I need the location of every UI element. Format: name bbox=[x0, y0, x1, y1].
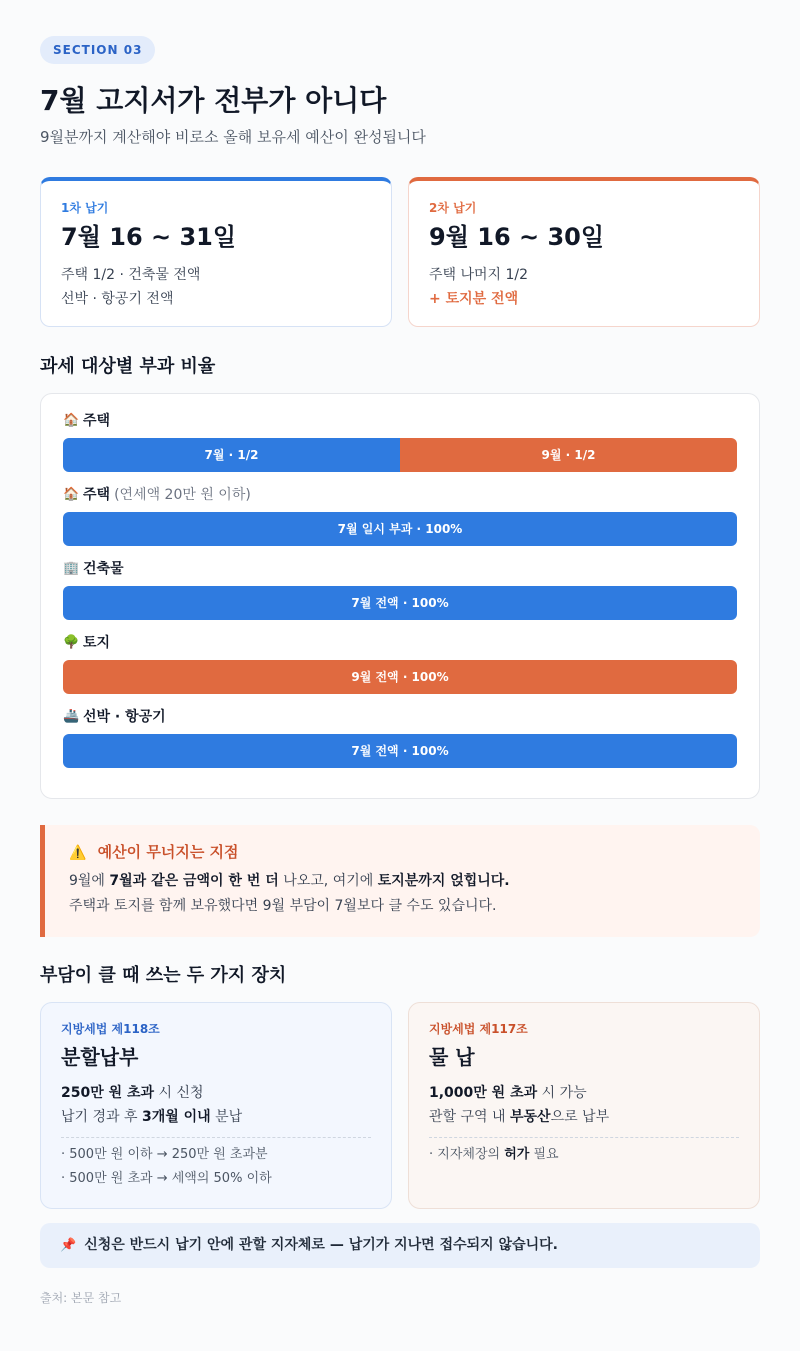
warning-title: 예산이 무너지는 지점 bbox=[97, 843, 239, 861]
due-detail: 주택 1/2 · 건축물 전액 bbox=[61, 267, 201, 283]
ratio-item-ship bbox=[63, 707, 737, 768]
ratio-item-label: 주택 bbox=[83, 487, 111, 503]
ratio-bar bbox=[63, 586, 737, 620]
source-note: 출처: 본문 참고 bbox=[40, 1291, 122, 1305]
tool-detail: · 500만 원 이하 → 250만 원 초과분 bbox=[61, 1147, 268, 1162]
ratio-item-label: 선박 · 항공기 bbox=[83, 709, 166, 725]
due-card-second bbox=[408, 177, 760, 327]
ratio-item-building bbox=[63, 559, 737, 620]
due-detail: 주택 나머지 1/2 bbox=[429, 267, 529, 283]
ratio-item-label: 건축물 bbox=[83, 561, 124, 577]
ratio-segment: 9월 전액 · 100% bbox=[63, 660, 737, 694]
tool-condition: 납기 경과 후 3개월 이내 분납 bbox=[61, 1109, 243, 1125]
tool-law: 지방세법 제118조 bbox=[61, 1022, 160, 1036]
house-icon: 🏠 bbox=[63, 413, 80, 428]
due-label: 1차 납기 bbox=[61, 201, 109, 215]
tool-law: 지방세법 제117조 bbox=[429, 1022, 528, 1036]
warning-line: 주택과 토지를 함께 보유했다면 9월 부담이 7월보다 클 수도 있습니다. bbox=[69, 898, 497, 914]
ratio-segment: 7월 전액 · 100% bbox=[63, 586, 737, 620]
warning-line: 9월에 7월과 같은 금액이 한 번 더 나오고, 여기에 토지분까지 얹힙니다. bbox=[69, 873, 510, 889]
ratio-bar bbox=[63, 512, 737, 546]
due-label: 2차 납기 bbox=[429, 201, 477, 215]
page-container bbox=[40, 36, 760, 1306]
ratio-heading: 과세 대상별 부과 비율 bbox=[40, 356, 216, 377]
ratio-item-land bbox=[63, 633, 737, 694]
ratio-item-label: 토지 bbox=[83, 635, 111, 651]
tool-name: 물 납 bbox=[429, 1045, 475, 1069]
due-card-first bbox=[40, 177, 392, 327]
ship-icon: 🚢 bbox=[63, 709, 80, 724]
ratio-bar bbox=[63, 734, 737, 768]
house-icon: 🏠 bbox=[63, 487, 80, 502]
pin-note-text: 신청은 반드시 납기 안에 관할 지자체로 — 납기가 지나면 접수되지 않습니다. bbox=[84, 1237, 558, 1253]
divider bbox=[61, 1137, 371, 1138]
due-date: 9월 16 ~ 30일 bbox=[429, 223, 605, 251]
ratio-item-house bbox=[63, 411, 737, 472]
tool-detail: · 500만 원 초과 → 세액의 50% 이하 bbox=[61, 1171, 272, 1186]
tool-condition: 1,000만 원 초과 시 가능 bbox=[429, 1085, 587, 1101]
ratio-item-note: (연세액 20만 원 이하) bbox=[114, 487, 251, 503]
warning-callout bbox=[40, 825, 760, 937]
tool-condition: 250만 원 초과 시 신청 bbox=[61, 1085, 204, 1101]
ratio-segment: 9월 · 1/2 bbox=[400, 438, 737, 472]
tool-card-split-payment bbox=[40, 1002, 392, 1209]
ratio-item-house-small bbox=[63, 485, 737, 546]
ratio-panel bbox=[40, 393, 760, 799]
ratio-segment: 7월 일시 부과 · 100% bbox=[63, 512, 737, 546]
ratio-item-label: 주택 bbox=[83, 413, 111, 429]
page-subtitle: 9월분까지 계산해야 비로소 올해 보유세 예산이 완성됩니다 bbox=[40, 128, 426, 146]
tool-condition: 관할 구역 내 부동산으로 납부 bbox=[429, 1109, 610, 1125]
ratio-segment: 7월 전액 · 100% bbox=[63, 734, 737, 768]
ratio-bar bbox=[63, 660, 737, 694]
due-date: 7월 16 ~ 31일 bbox=[61, 223, 237, 251]
ratio-segment: 7월 · 1/2 bbox=[63, 438, 400, 472]
page-title: 7월 고지서가 전부가 아니다 bbox=[40, 84, 387, 117]
tool-name: 분할납부 bbox=[61, 1045, 139, 1069]
divider bbox=[429, 1137, 739, 1138]
pin-note bbox=[40, 1223, 760, 1268]
due-detail: 선박 · 항공기 전액 bbox=[61, 291, 174, 307]
pushpin-icon: 📌 bbox=[60, 1238, 77, 1253]
section-badge: SECTION 03 bbox=[40, 36, 155, 64]
tool-detail: · 지자체장의 허가 필요 bbox=[429, 1147, 559, 1162]
due-date-cards bbox=[40, 177, 760, 327]
building-icon: 🏢 bbox=[63, 561, 80, 576]
tool-cards bbox=[40, 1002, 760, 1209]
tools-heading: 부담이 클 때 쓰는 두 가지 장치 bbox=[40, 965, 287, 986]
tool-card-payment-in-kind bbox=[408, 1002, 760, 1209]
tree-icon: 🌳 bbox=[63, 635, 80, 650]
ratio-bar bbox=[63, 438, 737, 472]
due-detail-accent: + 토지분 전액 bbox=[429, 291, 519, 307]
warning-icon: ⚠️ bbox=[69, 845, 87, 861]
